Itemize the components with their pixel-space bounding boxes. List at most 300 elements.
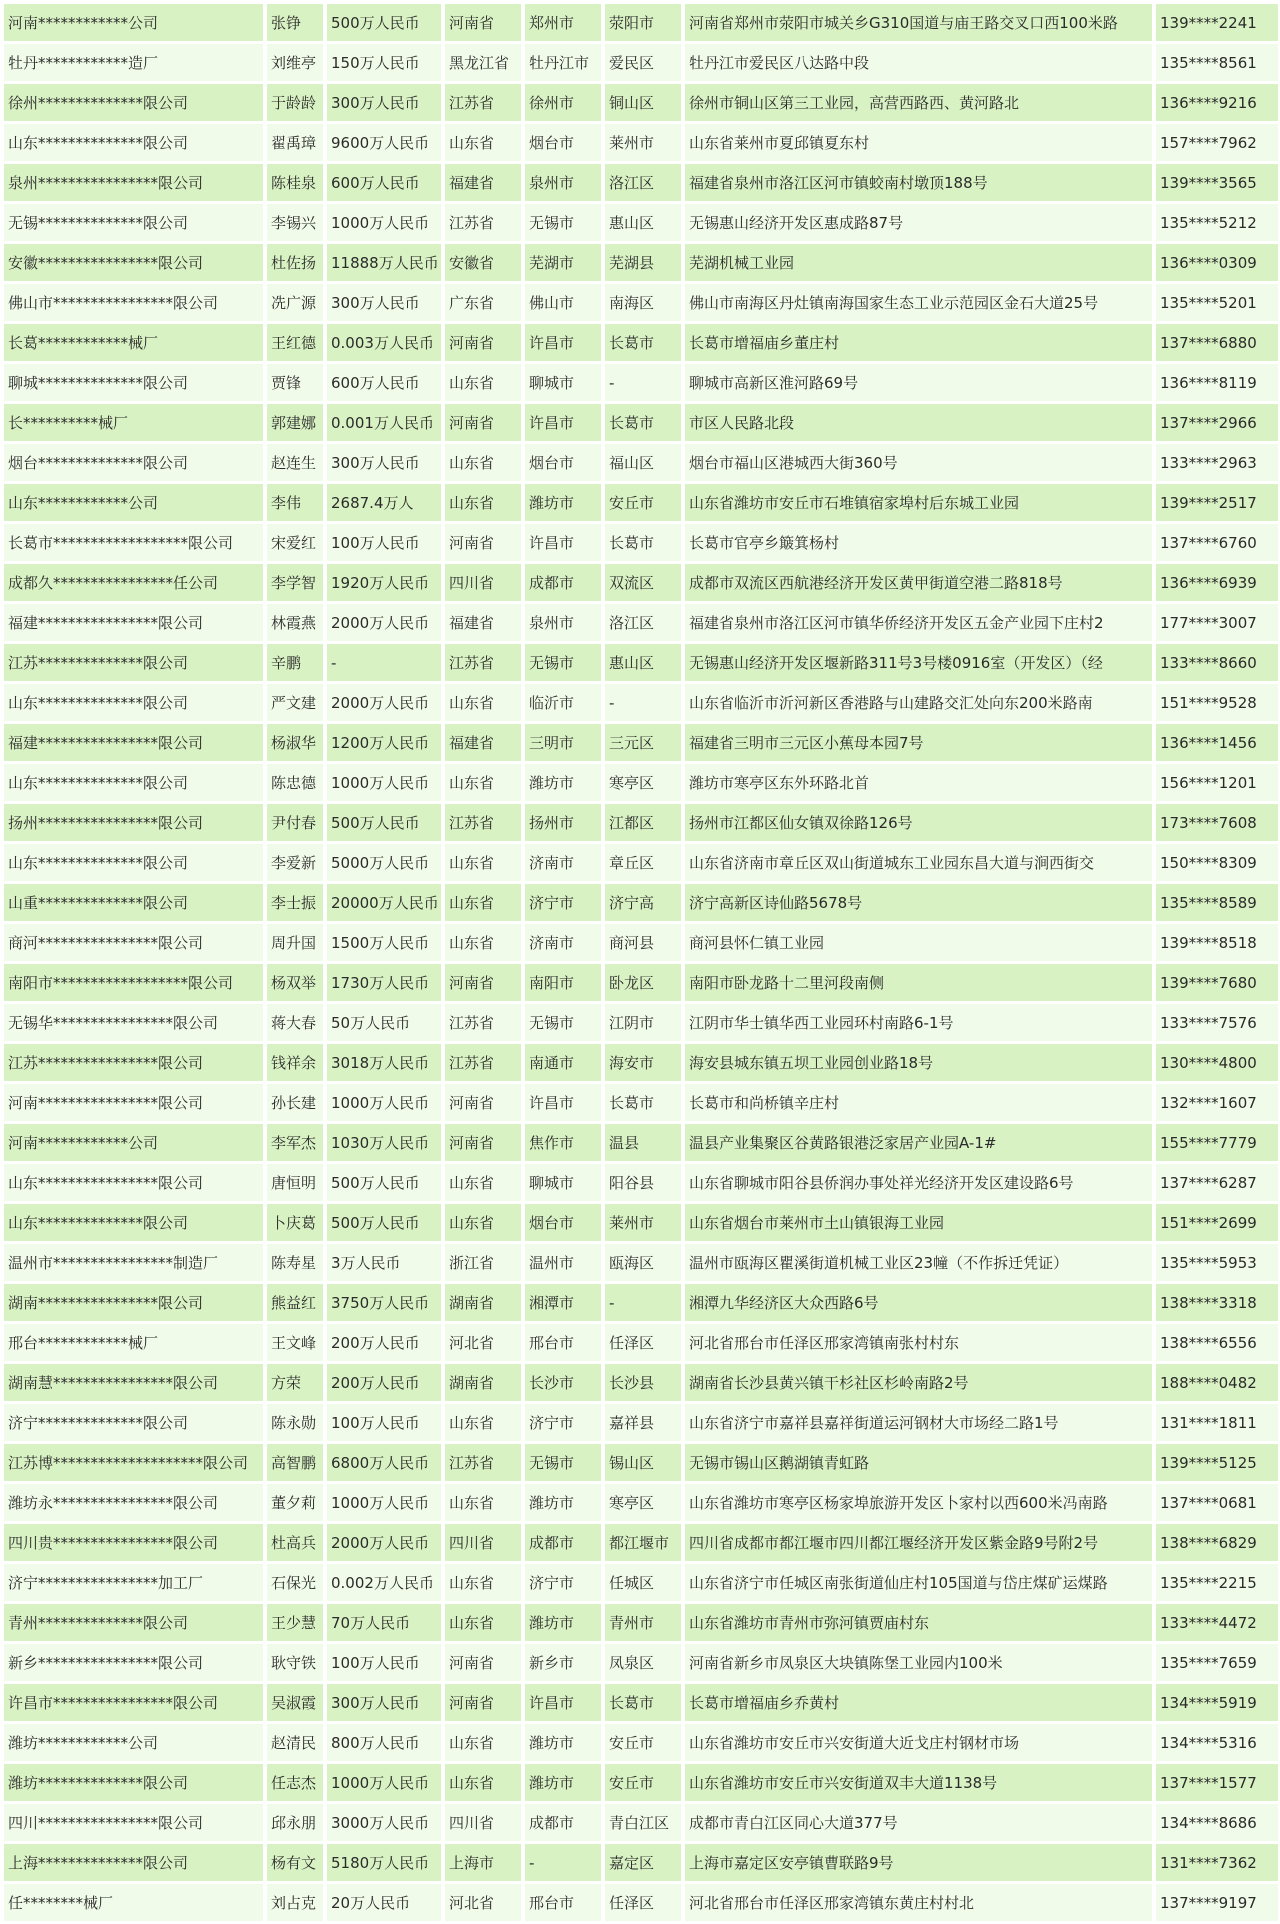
contact-name-cell: 贾锋	[267, 364, 323, 401]
company-name-cell: 成都久****************任公司	[4, 564, 263, 601]
table-row	[4, 1444, 1278, 1481]
table-row	[4, 1604, 1278, 1641]
city-cell: 徐州市	[525, 84, 601, 121]
district-cell: 莱州市	[605, 124, 681, 161]
city-cell: -	[525, 1844, 601, 1881]
city-cell: 潍坊市	[525, 764, 601, 801]
capital-cell: 2000万人民币	[327, 684, 441, 721]
capital-cell: 1500万人民币	[327, 924, 441, 961]
address-cell: 济宁高新区诗仙路5678号	[685, 884, 1152, 921]
address-cell: 福建省三明市三元区小蕉母本园7号	[685, 724, 1152, 761]
province-cell: 山东省	[445, 1404, 521, 1441]
city-cell: 潍坊市	[525, 1484, 601, 1521]
city-cell: 无锡市	[525, 1004, 601, 1041]
address-cell: 芜湖机械工业园	[685, 244, 1152, 281]
city-cell: 新乡市	[525, 1644, 601, 1681]
table-row	[4, 1484, 1278, 1521]
city-cell: 潍坊市	[525, 1604, 601, 1641]
address-cell: 潍坊市寒亭区东外环路北首	[685, 764, 1152, 801]
company-name-cell: 长**********械厂	[4, 404, 263, 441]
capital-cell: 9600万人民币	[327, 124, 441, 161]
phone-cell: 150****8309	[1156, 844, 1278, 881]
city-cell: 许昌市	[525, 404, 601, 441]
district-cell: 江都区	[605, 804, 681, 841]
province-cell: 山东省	[445, 684, 521, 721]
company-name-cell: 四川贵****************限公司	[4, 1524, 263, 1561]
province-cell: 山东省	[445, 924, 521, 961]
company-name-cell: 江苏博********************限公司	[4, 1444, 263, 1481]
city-cell: 焦作市	[525, 1124, 601, 1161]
address-cell: 海安县城东镇五坝工业园创业路18号	[685, 1044, 1152, 1081]
address-cell: 山东省潍坊市青州市弥河镇贾庙村东	[685, 1604, 1152, 1641]
phone-cell: 135****8589	[1156, 884, 1278, 921]
district-cell: 安丘市	[605, 484, 681, 521]
address-cell: 河南省郑州市荥阳市城关乡G310国道与庙王路交叉口西100米路	[685, 4, 1152, 41]
city-cell: 泉州市	[525, 604, 601, 641]
contact-name-cell: 任志杰	[267, 1764, 323, 1801]
address-cell: 山东省临沂市沂河新区香港路与山建路交汇处向东200米路南	[685, 684, 1152, 721]
company-name-cell: 山重**************限公司	[4, 884, 263, 921]
district-cell: -	[605, 1284, 681, 1321]
company-name-cell: 聊城**************限公司	[4, 364, 263, 401]
company-name-cell: 安徽****************限公司	[4, 244, 263, 281]
province-cell: 江苏省	[445, 84, 521, 121]
district-cell: 洛江区	[605, 604, 681, 641]
province-cell: 河南省	[445, 524, 521, 561]
capital-cell: 50万人民币	[327, 1004, 441, 1041]
address-cell: 湖南省长沙县黄兴镇干杉社区杉岭南路2号	[685, 1364, 1152, 1401]
table-body	[4, 4, 1278, 1921]
table-row	[4, 324, 1278, 361]
company-name-cell: 温州市****************制造厂	[4, 1244, 263, 1281]
phone-cell: 139****2241	[1156, 4, 1278, 41]
table-row	[4, 84, 1278, 121]
company-name-cell: 泉州****************限公司	[4, 164, 263, 201]
contact-name-cell: 唐恒明	[267, 1164, 323, 1201]
capital-cell: 6800万人民币	[327, 1444, 441, 1481]
capital-cell: 600万人民币	[327, 364, 441, 401]
district-cell: 青州市	[605, 1604, 681, 1641]
table-row	[4, 1044, 1278, 1081]
company-name-cell: 河南****************限公司	[4, 1084, 263, 1121]
phone-cell: 138****6556	[1156, 1324, 1278, 1361]
capital-cell: 2000万人民币	[327, 1524, 441, 1561]
table-row	[4, 1164, 1278, 1201]
phone-cell: 133****4472	[1156, 1604, 1278, 1641]
contact-name-cell: 王红德	[267, 324, 323, 361]
contact-name-cell: 张铮	[267, 4, 323, 41]
district-cell: 安丘市	[605, 1764, 681, 1801]
city-cell: 聊城市	[525, 1164, 601, 1201]
contact-name-cell: 冼广源	[267, 284, 323, 321]
phone-cell: 151****2699	[1156, 1204, 1278, 1241]
province-cell: 山东省	[445, 884, 521, 921]
city-cell: 长沙市	[525, 1364, 601, 1401]
province-cell: 山东省	[445, 444, 521, 481]
capital-cell: 150万人民币	[327, 44, 441, 81]
province-cell: 浙江省	[445, 1244, 521, 1281]
district-cell: 任泽区	[605, 1324, 681, 1361]
address-cell: 徐州市铜山区第三工业园，高营西路西、黄河路北	[685, 84, 1152, 121]
district-cell: 嘉祥县	[605, 1404, 681, 1441]
district-cell: 任城区	[605, 1564, 681, 1601]
province-cell: 山东省	[445, 484, 521, 521]
capital-cell: 2000万人民币	[327, 604, 441, 641]
capital-cell: 2687.4万人	[327, 484, 441, 521]
contact-name-cell: 刘占克	[267, 1884, 323, 1921]
contact-name-cell: 辛鹏	[267, 644, 323, 681]
table-row	[4, 204, 1278, 241]
capital-cell: 300万人民币	[327, 444, 441, 481]
phone-cell: 136****0309	[1156, 244, 1278, 281]
table-row	[4, 524, 1278, 561]
table-row	[4, 1804, 1278, 1841]
phone-cell: 173****7608	[1156, 804, 1278, 841]
city-cell: 扬州市	[525, 804, 601, 841]
phone-cell: 136****8119	[1156, 364, 1278, 401]
capital-cell: 3万人民币	[327, 1244, 441, 1281]
city-cell: 许昌市	[525, 1684, 601, 1721]
province-cell: 安徽省	[445, 244, 521, 281]
company-name-cell: 许昌市****************限公司	[4, 1684, 263, 1721]
phone-cell: 139****2517	[1156, 484, 1278, 521]
capital-cell: 100万人民币	[327, 524, 441, 561]
phone-cell: 156****1201	[1156, 764, 1278, 801]
address-cell: 山东省潍坊市寒亭区杨家埠旅游开发区卜家村以西600米冯南路	[685, 1484, 1152, 1521]
table-row	[4, 1524, 1278, 1561]
capital-cell: 3000万人民币	[327, 1804, 441, 1841]
phone-cell: 137****6760	[1156, 524, 1278, 561]
city-cell: 佛山市	[525, 284, 601, 321]
capital-cell: 1000万人民币	[327, 1764, 441, 1801]
company-name-cell: 山东************公司	[4, 484, 263, 521]
address-cell: 无锡市锡山区鹅湖镇青虹路	[685, 1444, 1152, 1481]
company-table-sheet	[4, 4, 1274, 1924]
district-cell: 长葛市	[605, 324, 681, 361]
address-cell: 湘潭九华经济区大众西路6号	[685, 1284, 1152, 1321]
address-cell: 市区人民路北段	[685, 404, 1152, 441]
contact-name-cell: 尹付春	[267, 804, 323, 841]
province-cell: 山东省	[445, 764, 521, 801]
city-cell: 许昌市	[525, 1084, 601, 1121]
contact-name-cell: 石保光	[267, 1564, 323, 1601]
city-cell: 成都市	[525, 564, 601, 601]
contact-name-cell: 吴淑霞	[267, 1684, 323, 1721]
capital-cell: 1000万人民币	[327, 1084, 441, 1121]
company-name-cell: 山东****************限公司	[4, 1164, 263, 1201]
contact-name-cell: 陈永勋	[267, 1404, 323, 1441]
city-cell: 牡丹江市	[525, 44, 601, 81]
company-name-cell: 新乡****************限公司	[4, 1644, 263, 1681]
phone-cell: 135****7659	[1156, 1644, 1278, 1681]
province-cell: 山东省	[445, 1764, 521, 1801]
province-cell: 福建省	[445, 604, 521, 641]
province-cell: 山东省	[445, 1164, 521, 1201]
address-cell: 河北省邢台市任泽区邢家湾镇南张村村东	[685, 1324, 1152, 1361]
capital-cell: 5180万人民币	[327, 1844, 441, 1881]
contact-name-cell: 杨淑华	[267, 724, 323, 761]
district-cell: 任泽区	[605, 1884, 681, 1921]
province-cell: 河南省	[445, 1644, 521, 1681]
company-name-cell: 山东**************限公司	[4, 844, 263, 881]
district-cell: 长沙县	[605, 1364, 681, 1401]
company-name-cell: 济宁****************加工厂	[4, 1564, 263, 1601]
city-cell: 烟台市	[525, 124, 601, 161]
contact-name-cell: 方荣	[267, 1364, 323, 1401]
table-row	[4, 1004, 1278, 1041]
province-cell: 上海市	[445, 1844, 521, 1881]
district-cell: 南海区	[605, 284, 681, 321]
contact-name-cell: 李锡兴	[267, 204, 323, 241]
company-name-cell: 山东**************限公司	[4, 124, 263, 161]
capital-cell: 100万人民币	[327, 1644, 441, 1681]
capital-cell: 600万人民币	[327, 164, 441, 201]
district-cell: 瓯海区	[605, 1244, 681, 1281]
table-row	[4, 644, 1278, 681]
city-cell: 潍坊市	[525, 1764, 601, 1801]
table-row	[4, 404, 1278, 441]
city-cell: 邢台市	[525, 1884, 601, 1921]
contact-name-cell: 董夕莉	[267, 1484, 323, 1521]
company-name-cell: 邢台************械厂	[4, 1324, 263, 1361]
district-cell: 都江堰市	[605, 1524, 681, 1561]
capital-cell: 0.003万人民币	[327, 324, 441, 361]
table-row	[4, 44, 1278, 81]
province-cell: 河南省	[445, 1084, 521, 1121]
address-cell: 河北省邢台市任泽区邢家湾镇东黄庄村村北	[685, 1884, 1152, 1921]
phone-cell: 137****6880	[1156, 324, 1278, 361]
table-row	[4, 4, 1278, 41]
phone-cell: 135****2215	[1156, 1564, 1278, 1601]
province-cell: 江苏省	[445, 204, 521, 241]
phone-cell: 155****7779	[1156, 1124, 1278, 1161]
table-row	[4, 284, 1278, 321]
contact-name-cell: 翟禹璋	[267, 124, 323, 161]
company-name-cell: 潍坊永****************限公司	[4, 1484, 263, 1521]
table-row	[4, 724, 1278, 761]
city-cell: 郑州市	[525, 4, 601, 41]
capital-cell: 300万人民币	[327, 284, 441, 321]
phone-cell: 137****6287	[1156, 1164, 1278, 1201]
phone-cell: 151****9528	[1156, 684, 1278, 721]
contact-name-cell: 李士振	[267, 884, 323, 921]
city-cell: 许昌市	[525, 524, 601, 561]
contact-name-cell: 李爱新	[267, 844, 323, 881]
address-cell: 江阴市华士镇华西工业园环村南路6-1号	[685, 1004, 1152, 1041]
capital-cell: 1000万人民币	[327, 204, 441, 241]
phone-cell: 134****5316	[1156, 1724, 1278, 1761]
city-cell: 济宁市	[525, 884, 601, 921]
capital-cell: 20万人民币	[327, 1884, 441, 1921]
district-cell: 锡山区	[605, 1444, 681, 1481]
address-cell: 长葛市和尚桥镇辛庄村	[685, 1084, 1152, 1121]
address-cell: 温州市瓯海区瞿溪街道机械工业区23幢（不作拆迁凭证）	[685, 1244, 1152, 1281]
contact-name-cell: 杜佐扬	[267, 244, 323, 281]
company-name-cell: 湖南慧****************限公司	[4, 1364, 263, 1401]
address-cell: 山东省莱州市夏邱镇夏东村	[685, 124, 1152, 161]
district-cell: 芜湖县	[605, 244, 681, 281]
address-cell: 河南省新乡市凤泉区大块镇陈堡工业园内100米	[685, 1644, 1152, 1681]
phone-cell: 136****1456	[1156, 724, 1278, 761]
address-cell: 扬州市江都区仙女镇双徐路126号	[685, 804, 1152, 841]
company-name-cell: 南阳市******************限公司	[4, 964, 263, 1001]
province-cell: 湖南省	[445, 1364, 521, 1401]
table-row	[4, 1844, 1278, 1881]
province-cell: 广东省	[445, 284, 521, 321]
district-cell: 安丘市	[605, 1724, 681, 1761]
contact-name-cell: 杨双举	[267, 964, 323, 1001]
district-cell: 洛江区	[605, 164, 681, 201]
company-name-cell: 扬州****************限公司	[4, 804, 263, 841]
district-cell: 凤泉区	[605, 1644, 681, 1681]
phone-cell: 131****1811	[1156, 1404, 1278, 1441]
table-row	[4, 1324, 1278, 1361]
phone-cell: 139****3565	[1156, 164, 1278, 201]
contact-name-cell: 高智鹏	[267, 1444, 323, 1481]
district-cell: 青白江区	[605, 1804, 681, 1841]
address-cell: 牡丹江市爱民区八达路中段	[685, 44, 1152, 81]
city-cell: 泉州市	[525, 164, 601, 201]
phone-cell: 135****5212	[1156, 204, 1278, 241]
contact-name-cell: 陈寿星	[267, 1244, 323, 1281]
table-row	[4, 484, 1278, 521]
capital-cell: 1920万人民币	[327, 564, 441, 601]
district-cell: 寒亭区	[605, 1484, 681, 1521]
address-cell: 福建省泉州市洛江区河市镇蛟南村墩顶188号	[685, 164, 1152, 201]
capital-cell: 11888万人民币	[327, 244, 441, 281]
district-cell: 福山区	[605, 444, 681, 481]
city-cell: 聊城市	[525, 364, 601, 401]
district-cell: 嘉定区	[605, 1844, 681, 1881]
company-name-cell: 福建****************限公司	[4, 604, 263, 641]
table-row	[4, 564, 1278, 601]
city-cell: 成都市	[525, 1804, 601, 1841]
phone-cell: 133****7576	[1156, 1004, 1278, 1041]
district-cell: 双流区	[605, 564, 681, 601]
table-row	[4, 1124, 1278, 1161]
capital-cell: 0.001万人民币	[327, 404, 441, 441]
phone-cell: 188****0482	[1156, 1364, 1278, 1401]
company-name-cell: 上海**************限公司	[4, 1844, 263, 1881]
district-cell: 长葛市	[605, 1684, 681, 1721]
table-row	[4, 964, 1278, 1001]
table-row	[4, 1204, 1278, 1241]
table-row	[4, 1884, 1278, 1921]
district-cell: 章丘区	[605, 844, 681, 881]
district-cell: -	[605, 364, 681, 401]
capital-cell: 300万人民币	[327, 84, 441, 121]
table-row	[4, 764, 1278, 801]
company-name-cell: 牡丹************造厂	[4, 44, 263, 81]
company-name-cell: 河南************公司	[4, 4, 263, 41]
capital-cell: 1000万人民币	[327, 764, 441, 801]
province-cell: 江苏省	[445, 1044, 521, 1081]
city-cell: 成都市	[525, 1524, 601, 1561]
table-row	[4, 1364, 1278, 1401]
phone-cell: 139****7680	[1156, 964, 1278, 1001]
capital-cell: 500万人民币	[327, 1164, 441, 1201]
contact-name-cell: 蒋大春	[267, 1004, 323, 1041]
capital-cell: 300万人民币	[327, 1684, 441, 1721]
company-name-cell: 山东**************限公司	[4, 684, 263, 721]
address-cell: 温县产业集聚区谷黄路银港泛家居产业园A-1#	[685, 1124, 1152, 1161]
city-cell: 湘潭市	[525, 1284, 601, 1321]
phone-cell: 136****9216	[1156, 84, 1278, 121]
address-cell: 长葛市官亭乡簸箕杨村	[685, 524, 1152, 561]
table-row	[4, 1084, 1278, 1121]
district-cell: 商河县	[605, 924, 681, 961]
company-name-cell: 任********械厂	[4, 1884, 263, 1921]
province-cell: 河南省	[445, 4, 521, 41]
province-cell: 河北省	[445, 1884, 521, 1921]
contact-name-cell: 于龄龄	[267, 84, 323, 121]
contact-name-cell: 李伟	[267, 484, 323, 521]
table-row	[4, 1244, 1278, 1281]
province-cell: 山东省	[445, 1564, 521, 1601]
phone-cell: 130****4800	[1156, 1044, 1278, 1081]
city-cell: 许昌市	[525, 324, 601, 361]
phone-cell: 137****1577	[1156, 1764, 1278, 1801]
company-name-cell: 山东**************限公司	[4, 1204, 263, 1241]
province-cell: 山东省	[445, 364, 521, 401]
contact-name-cell: 宋爱红	[267, 524, 323, 561]
city-cell: 潍坊市	[525, 1724, 601, 1761]
company-name-cell: 河南************公司	[4, 1124, 263, 1161]
city-cell: 三明市	[525, 724, 601, 761]
table-row	[4, 804, 1278, 841]
address-cell: 山东省潍坊市安丘市兴安街道大近戈庄村钢材市场	[685, 1724, 1152, 1761]
capital-cell: 20000万人民币	[327, 884, 441, 921]
province-cell: 四川省	[445, 564, 521, 601]
table-row	[4, 844, 1278, 881]
district-cell: 江阴市	[605, 1004, 681, 1041]
province-cell: 河南省	[445, 324, 521, 361]
phone-cell: 137****0681	[1156, 1484, 1278, 1521]
province-cell: 四川省	[445, 1804, 521, 1841]
district-cell: 爱民区	[605, 44, 681, 81]
district-cell: 寒亭区	[605, 764, 681, 801]
company-name-cell: 长葛************械厂	[4, 324, 263, 361]
address-cell: 山东省聊城市阳谷县侨润办事处祥光经济开发区建设路6号	[685, 1164, 1152, 1201]
address-cell: 山东省潍坊市安丘市兴安街道双丰大道1138号	[685, 1764, 1152, 1801]
capital-cell: 0.002万人民币	[327, 1564, 441, 1601]
capital-cell: 200万人民币	[327, 1324, 441, 1361]
phone-cell: 131****7362	[1156, 1844, 1278, 1881]
table-row	[4, 364, 1278, 401]
city-cell: 无锡市	[525, 644, 601, 681]
table-row	[4, 124, 1278, 161]
district-cell: 荥阳市	[605, 4, 681, 41]
contact-name-cell: 陈桂泉	[267, 164, 323, 201]
district-cell: 莱州市	[605, 1204, 681, 1241]
company-name-cell: 江苏**************限公司	[4, 644, 263, 681]
capital-cell: 70万人民币	[327, 1604, 441, 1641]
contact-name-cell: 杜高兵	[267, 1524, 323, 1561]
address-cell: 成都市双流区西航港经济开发区黄甲街道空港二路818号	[685, 564, 1152, 601]
address-cell: 南阳市卧龙路十二里河段南侧	[685, 964, 1152, 1001]
table-row	[4, 884, 1278, 921]
city-cell: 邢台市	[525, 1324, 601, 1361]
city-cell: 济南市	[525, 924, 601, 961]
district-cell: 惠山区	[605, 204, 681, 241]
address-cell: 商河县怀仁镇工业园	[685, 924, 1152, 961]
capital-cell: 1730万人民币	[327, 964, 441, 1001]
phone-cell: 139****5125	[1156, 1444, 1278, 1481]
contact-name-cell: 李军杰	[267, 1124, 323, 1161]
address-cell: 长葛市增福庙乡董庄村	[685, 324, 1152, 361]
company-name-cell: 湖南****************限公司	[4, 1284, 263, 1321]
address-cell: 山东省济宁市嘉祥县嘉祥街道运河钢材大市场经二路1号	[685, 1404, 1152, 1441]
